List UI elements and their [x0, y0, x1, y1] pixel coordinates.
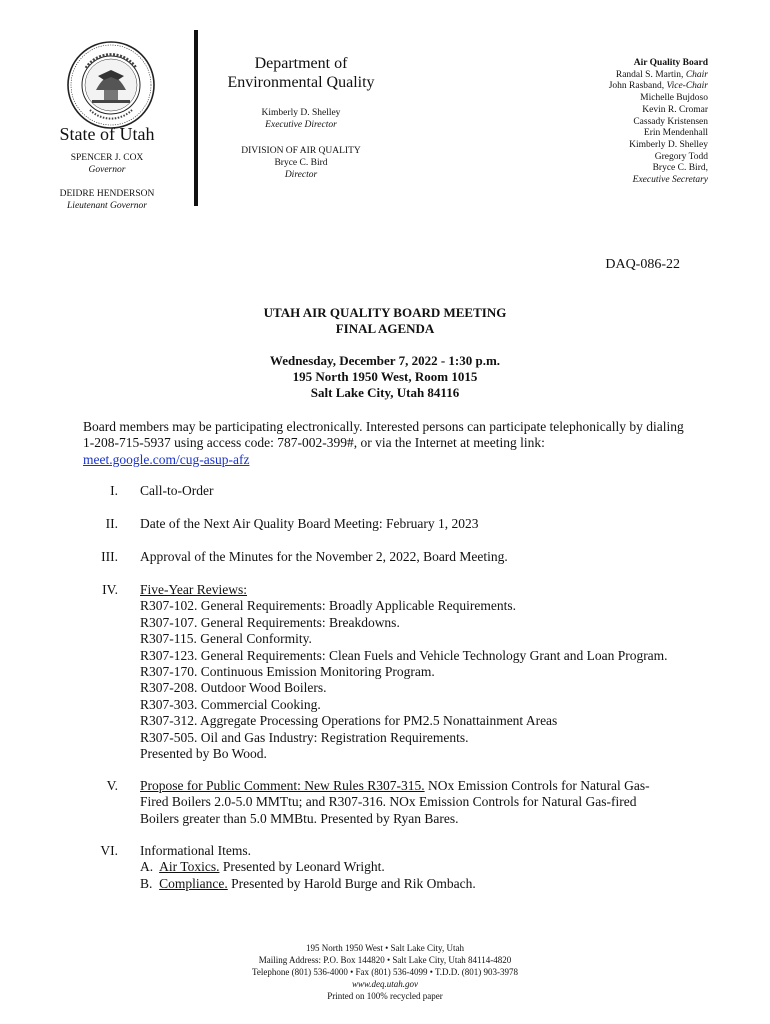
agenda-body [140, 778, 700, 827]
department-name-line1: Department of [254, 55, 348, 72]
board-title: Air Quality Board [633, 58, 708, 68]
presenter-line: Presented by Bo Wood. [140, 746, 267, 762]
agenda-body [140, 843, 700, 892]
board-member: Kimberly D. Shelley [629, 139, 708, 150]
executive-director-title: Executive Director [265, 120, 337, 130]
agenda-heading: Five-Year Reviews: [140, 582, 247, 597]
agenda-heading: Informational Items. [140, 843, 251, 858]
agenda-heading: Propose for Public Comment: New Rules R307-315. [140, 778, 425, 793]
rule-line: R307-170. Continuous Emission Monitoring Program. [140, 664, 435, 680]
intro-text: Board members may be participating electronically. Interested persons can participate telephonically by dialing 1-208-715-5937 using access code: 787-002-399#, or via the Internet at meeting link: [83, 419, 684, 451]
board-member: John Rasband, Vice-Chair [608, 81, 708, 92]
board-roster [508, 58, 708, 187]
board-member: Cassady Kristensen [633, 116, 708, 127]
agenda-number: VI. [100, 843, 118, 858]
sub-item-b: B. Compliance. Presented by Harold Burge and Rik Ombach. [140, 875, 476, 891]
executive-director-name: Kimberly D. Shelley [261, 108, 341, 118]
lt-governor-name: DEIDRE HENDERSON [59, 189, 155, 199]
agenda-text: Boilers greater than 5.0 MMBtu. Presented by Ryan Bares. [140, 810, 459, 826]
agenda-text: NOx Emission Controls for Natural Gas- [424, 778, 650, 793]
board-member: Erin Mendenhall [643, 128, 708, 139]
governor-name: SPENCER J. COX [70, 153, 144, 163]
rule-line: R307-208. Outdoor Wood Boilers. [140, 680, 327, 696]
governor-title: Governor [88, 165, 126, 175]
meeting-address: 195 North 1950 West, Room 1015 [292, 369, 478, 384]
agenda-text: Call-to-Order [140, 483, 214, 498]
sub-item-a: A. Air Toxics. Presented by Leonard Wright. [140, 859, 385, 875]
footer [0, 942, 770, 1002]
footer-website: www.deq.utah.gov [351, 979, 419, 989]
footer-mailing: Mailing Address: P.O. Box 144820 • Salt Lake City, Utah 84114-4820 [258, 955, 512, 965]
agenda-number: III. [101, 549, 118, 564]
board-member: Bryce C. Bird, [652, 163, 708, 174]
footer-recycled: Printed on 100% recycled paper [327, 991, 443, 1001]
agenda-title: UTAH AIR QUALITY BOARD MEETING [263, 305, 507, 320]
agenda-text: Fired Boilers 2.0-5.0 MMTtu; and R307-316. NOx Emission Controls for Natural Gas-fired [140, 794, 637, 810]
rule-line: R307-505. Oil and Gas Industry: Registration Requirements. [140, 729, 469, 745]
lt-governor-title: Lieutenant Governor [67, 201, 147, 211]
state-seal-icon [66, 40, 156, 130]
agenda-number: IV. [102, 582, 118, 597]
agenda-number: I. [110, 483, 118, 498]
meeting-datetime: Wednesday, December 7, 2022 - 1:30 p.m. [269, 353, 501, 368]
board-member: Michelle Bujdoso [640, 93, 708, 104]
agenda-body [140, 582, 700, 762]
board-member: Kevin R. Cromar [642, 104, 708, 115]
state-name: State of Utah [59, 124, 155, 144]
document-number: DAQ-086-22 [605, 257, 680, 272]
division-name: DIVISION OF AIR QUALITY [241, 146, 361, 156]
board-member: Randal S. Martin, Chair [615, 69, 708, 80]
rule-line: R307-123. General Requirements: Clean Fuels and Vehicle Technology Grant and Loan Program. [140, 647, 668, 663]
agenda-number: V. [106, 778, 118, 793]
footer-address: 195 North 1950 West • Salt Lake City, Utah [306, 943, 464, 953]
board-member: Gregory Todd [654, 151, 708, 162]
rule-line: R307-312. Aggregate Processing Operations for PM2.5 Nonattainment Areas [140, 713, 558, 729]
division-director-name: Bryce C. Bird [274, 158, 328, 168]
footer-phone: Telephone (801) 536-4000 • Fax (801) 536-4099 • T.D.D. (801) 903-3978 [251, 967, 519, 977]
meeting-city: Salt Lake City, Utah 84116 [310, 385, 460, 400]
board-member-role: Executive Secretary [632, 175, 708, 186]
rule-line: R307-102. General Requirements: Broadly Applicable Requirements. [140, 598, 517, 614]
rule-line: R307-303. Commercial Cooking. [140, 696, 321, 712]
department-block [208, 54, 394, 181]
meeting-link[interactable]: meet.google.com/cug-asup-afz [83, 451, 250, 467]
header-divider [194, 30, 198, 206]
agenda-text: Approval of the Minutes for the November 2, 2022, Board Meeting. [140, 549, 508, 564]
agenda-number: II. [105, 516, 118, 531]
rule-line: R307-115. General Conformity. [140, 631, 312, 647]
rule-line: R307-107. General Requirements: Breakdowns. [140, 614, 400, 630]
intro-paragraph [83, 419, 693, 468]
agenda-subtitle: FINAL AGENDA [335, 321, 435, 336]
department-name-line2: Environmental Quality [227, 74, 375, 91]
agenda-text: Date of the Next Air Quality Board Meeting: February 1, 2023 [140, 516, 479, 531]
division-director-title: Director [284, 170, 318, 180]
